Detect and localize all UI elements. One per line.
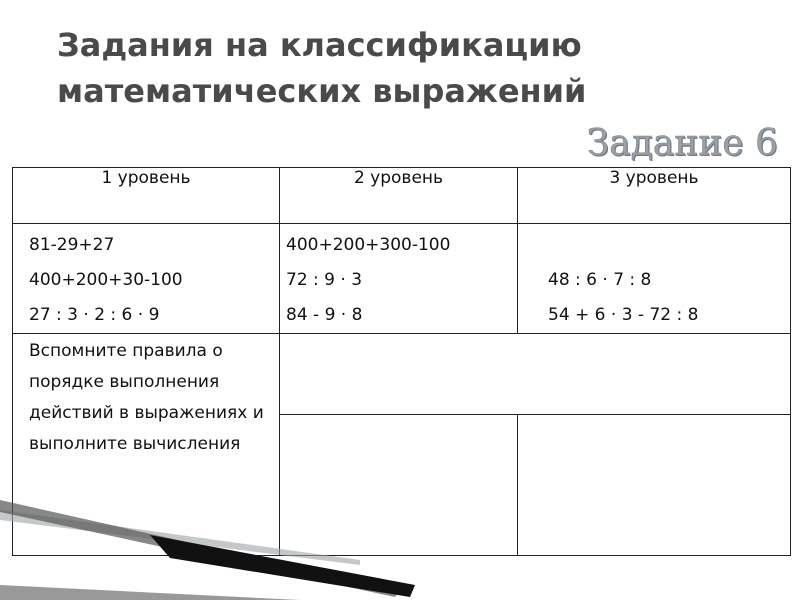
- level-2-expressions: [280, 224, 518, 334]
- answer-row-1: [13, 334, 791, 415]
- slide-title-line-2: математических выражений: [57, 72, 587, 110]
- task-label: Задание 6: [586, 123, 778, 164]
- slide-title-line-1: Задания на классификацию: [57, 26, 582, 64]
- level-3-expressions: [518, 224, 791, 334]
- expression: 400+200+300-100: [286, 235, 451, 255]
- expression: 48 : 6 · 7 : 8: [548, 270, 652, 290]
- instruction-cell: Вспомните правила о порядке выполнения действий в выражениях и выполните вычисления: [13, 334, 280, 556]
- answer-cell-level-2: [280, 415, 518, 556]
- expression: 27 : 3 · 2 : 6 · 9: [29, 305, 160, 325]
- expression: 72 : 9 · 3: [286, 270, 363, 290]
- expression: 54 + 6 · 3 - 72 : 8: [548, 305, 699, 325]
- header-level-3: 3 уровень: [518, 168, 791, 224]
- answer-cell-wide: [280, 334, 791, 415]
- slide-title: [57, 22, 757, 114]
- expression: 84 - 9 · 8: [286, 305, 363, 325]
- expression: 81-29+27: [29, 235, 115, 255]
- answer-cell-level-3: [518, 415, 791, 556]
- task-table: [12, 167, 791, 556]
- expression: 400+200+30-100: [29, 270, 183, 290]
- level-1-expressions: [13, 224, 280, 334]
- expressions-row: [13, 224, 791, 334]
- header-level-2: 2 уровень: [280, 168, 518, 224]
- header-level-1: 1 уровень: [13, 168, 280, 224]
- table-header-row: [13, 168, 791, 224]
